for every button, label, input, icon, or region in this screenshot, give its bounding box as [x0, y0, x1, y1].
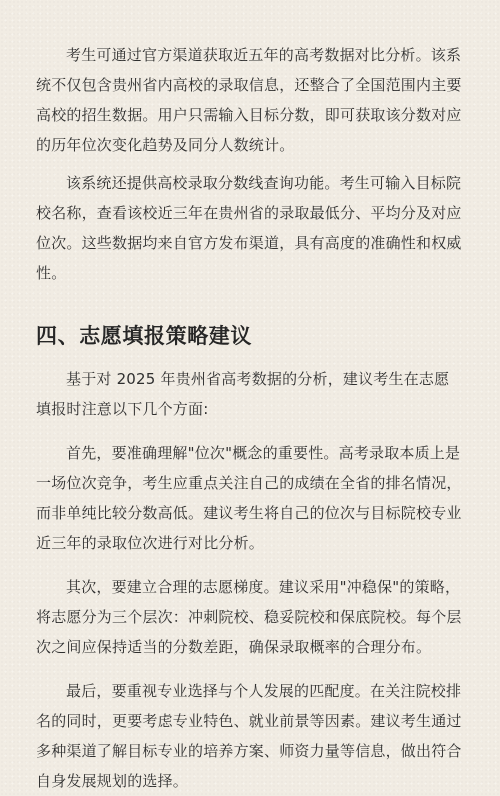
section-heading-strategy: 四、志愿填报策略建议 — [36, 324, 252, 348]
paragraph-application-gradient: 其次，要建立合理的志愿梯度。建议采用"冲稳保"的策略，将志愿分为三个层次：冲刺院校、稳妥院校和保底院校。每个层次之间应保持适当的分数差距，确保录取概率的合理分布。 — [36, 578, 462, 656]
paragraph-strategy-intro: 基于对 2025 年贵州省高考数据的分析，建议考生在志愿填报时注意以下几个方面: — [36, 370, 450, 418]
paragraph-major-fit: 最后，要重视专业选择与个人发展的匹配度。在关注院校排名的同时，更要考虑专业特色、就业前景等因素。建议考生通过多种渠道了解目标专业的培养方案、师资力量等信息，做出符合自身发展规划的选择。 — [36, 682, 462, 790]
paragraph-rank-importance: 首先，要准确理解"位次"概念的重要性。高考录取本质上是一场位次竞争，考生应重点关注自己的成绩在全省的排名情况，而非单纯比较分数高低。建议考生将自己的位次与目标院校专业近三年的录取位次进行对比分析。 — [36, 444, 462, 552]
paragraph-admission-score-query: 该系统还提供高校录取分数线查询功能。考生可输入目标院校名称，查看该校近三年在贵州省的录取最低分、平均分及对应位次。这些数据均来自官方发布渠道，具有高度的准确性和权威性。 — [36, 174, 462, 282]
paragraph-system-overview: 考生可通过官方渠道获取近五年的高考数据对比分析。该系统不仅包含贵州省内高校的录取信息，还整合了全国范围内主要高校的招生数据。用户只需输入目标分数，即可获取该分数对应的历年位次变化趋势及同分人数统计。 — [36, 46, 462, 154]
